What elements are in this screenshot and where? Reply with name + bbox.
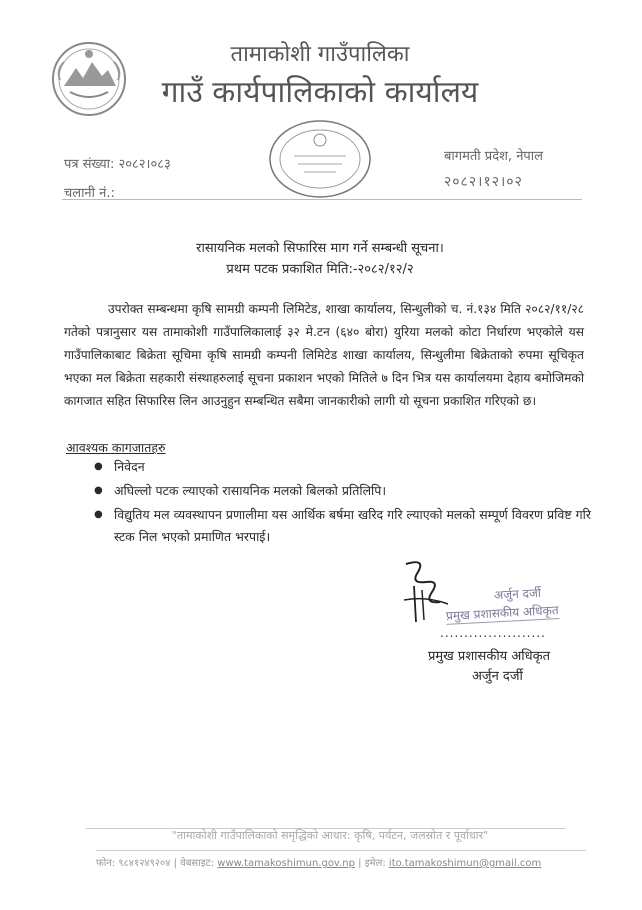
website-link[interactable]: www.tamakoshimun.gov.np <box>217 858 355 869</box>
signature-line: ...................... <box>440 626 546 640</box>
signatory-title: प्रमुख प्रशासकीय अधिकृत <box>428 649 551 664</box>
list-item: ● निवेदन <box>92 456 592 478</box>
footer-phone: फोन: ९८४१२४९२०४ <box>96 858 171 869</box>
documents-list <box>92 456 592 550</box>
nepal-emblem-icon <box>50 40 128 118</box>
bullet-icon: ● <box>94 485 103 496</box>
notice-subject: रासायनिक मलको सिफारिस माग गर्ने सम्बन्धी सूचना। <box>196 241 444 256</box>
notice-body: उपरोक्त सम्बन्धमा कृषि सामग्री कम्पनी लिमिटेड, शाखा कार्यालय, सिन्धुलीको च. नं.१३४ मिति २०८२/११/२८ गतेको पत्रानुसार यस तामाकोशी गाउँपालिकालाई ३२ मे.टन (६४० बोरा) युरिया मलको कोटा निर्धारण भएकोले यस गाउँपालिकाबाट बिक्रेता सूचिमा कृषि सामग्री कम्पनी लिमिटेड शाखा कार्यालय, सिन्धुलीमा बिक्रेताको रुपमा सूचिकृत भएका मल बिक्रेता सहकारी संस्थाहरुलाई सूचना प्रकाशन भएको मितिले ७ दिन भित्र यस कार्यालयमा देहाय बमोजिमको कागजात सहित सिफारिस लिन आउनुहुन सम्बन्धित सबैमा जानकारीको लागी यो सूचना प्रकाशित गरिएको छ। <box>64 302 584 408</box>
footer-website-label: वेबसाइट: <box>180 858 215 869</box>
documents-heading: आवश्यक कागजातहरु <box>66 440 166 455</box>
email-link[interactable]: ito.tamakoshimun@gmail.com <box>388 858 542 869</box>
signatory-name: अर्जुन दर्जी <box>472 669 523 684</box>
org-name: तामाकोशी गाउँपालिका <box>230 42 410 67</box>
office-seal-icon <box>266 118 374 200</box>
bullet-icon: ● <box>94 509 103 520</box>
footer-email-label: इमेल: <box>364 858 386 869</box>
stamp-name: अर्जुन दर्जी <box>493 585 542 603</box>
province-address: बागमती प्रदेश, नेपाल <box>444 149 543 164</box>
list-item: ● अघिल्लो पटक ल्याएको रासायनिक मलको बिलको प्रतिलिपि। <box>92 480 592 502</box>
dispatch-number: चलानी नं.: <box>64 186 115 201</box>
office-name: गाउँ कार्यपालिकाको कार्यालय <box>161 75 479 110</box>
bullet-icon: ● <box>94 461 103 472</box>
letter-date: २०८२।१२।०२ <box>444 174 523 190</box>
published-date: प्रथम पटक प्रकाशित मिति:-२०८२/१२/२ <box>226 262 414 277</box>
list-item: ● विद्युतिय मल व्यवस्थापन प्रणालीमा यस आर्थिक बर्षमा खरिद गरि ल्याएको मलको सम्पूर्ण विवरण प्रविष्ट गरि स्टक निल भएको प्रमाणित भरपाई। <box>92 504 592 548</box>
footer-motto: "तामाकोशी गाउँपालिकाको समृद्धिको आधार: कृषि, पर्यटन, जलस्रोत र पूर्वाधार" <box>171 829 489 842</box>
stamp-title: प्रमुख प्रशासकीय अधिकृत <box>445 603 559 623</box>
header-divider <box>62 199 582 200</box>
letter-number: पत्र संख्या: २०८२।०८३ <box>64 157 171 172</box>
footer-contact: फोन: ९८४१२४९२०४ | वेबसाइट: www.tamakoshimun.gov.np | इमेल: ito.tamakoshimun@gmail.com <box>96 850 586 869</box>
